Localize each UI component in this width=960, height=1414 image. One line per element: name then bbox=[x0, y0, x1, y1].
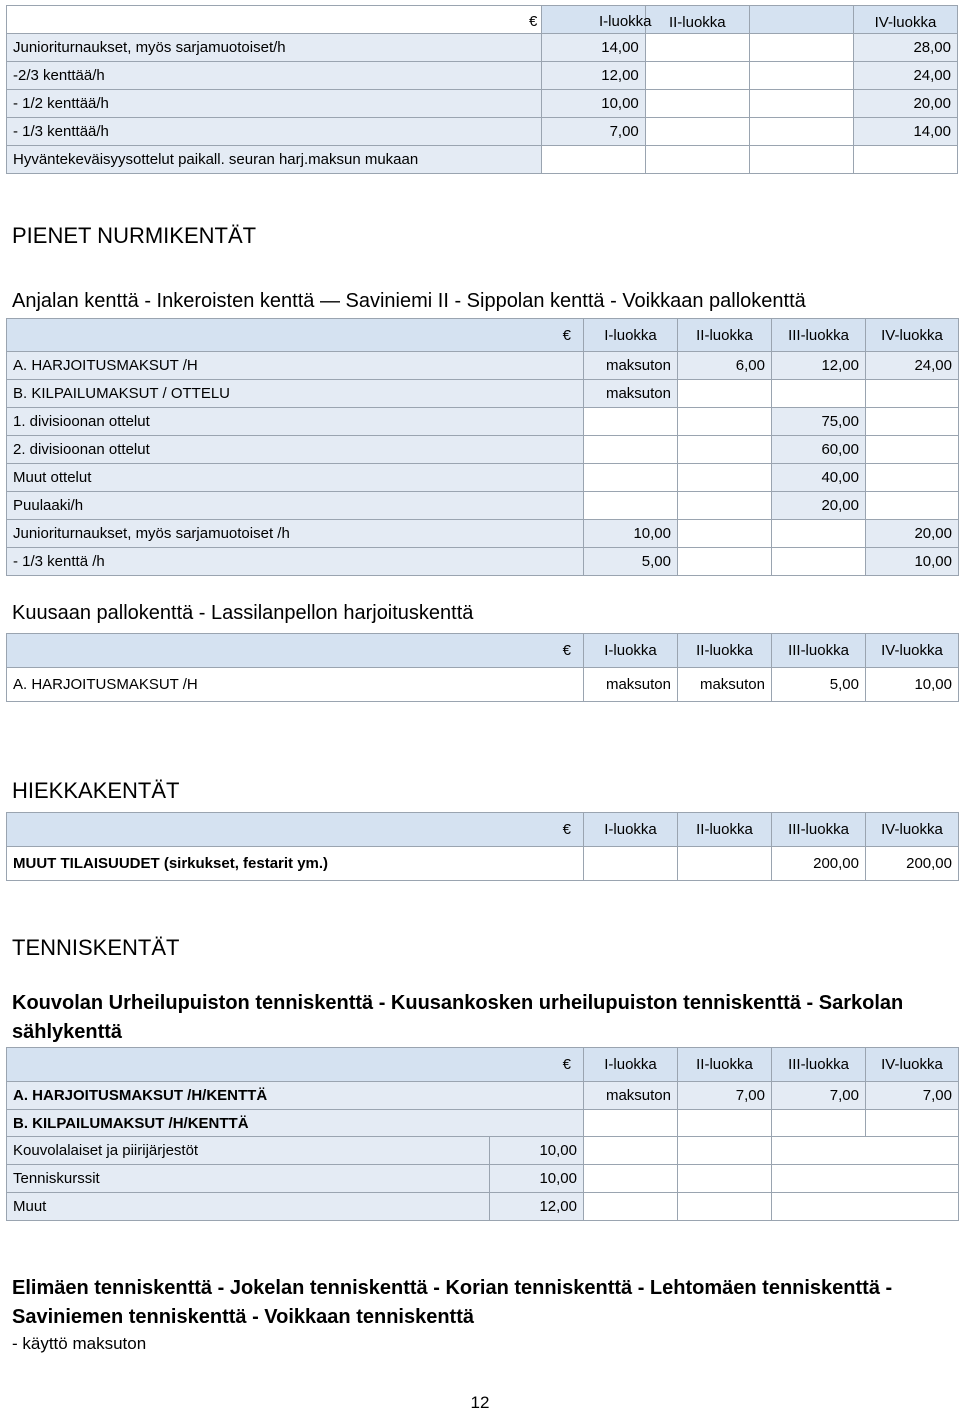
section-subheading-tennis-line2: sählykenttä bbox=[12, 1021, 123, 1043]
table-header-row bbox=[7, 319, 959, 353]
section-heading-pienet: PIENET NURMIKENTÄT bbox=[12, 223, 257, 248]
row-value-4: 20,00 bbox=[866, 520, 959, 548]
row-value-4 bbox=[866, 436, 959, 464]
header-currency: € bbox=[7, 1048, 584, 1082]
header-class-3: III-luokka bbox=[772, 319, 866, 353]
row-value-2: 7,00 bbox=[678, 1082, 772, 1110]
row-value-2: maksuton bbox=[678, 668, 772, 702]
row-label: - 1/3 kenttä /h bbox=[7, 548, 584, 576]
row-value-3 bbox=[678, 1193, 772, 1221]
header-class-2: II-luokka bbox=[678, 634, 772, 668]
footer-heading-line2: Saviniemen tenniskenttä - Voikkaan tenniskenttä bbox=[12, 1306, 474, 1328]
row-value-4: 10,00 bbox=[866, 668, 959, 702]
table-row bbox=[7, 380, 959, 408]
row-value-2 bbox=[678, 464, 772, 492]
row-value-3 bbox=[772, 548, 866, 576]
row-value-3 bbox=[772, 380, 866, 408]
row-value-3 bbox=[749, 118, 853, 146]
table-hiekka bbox=[6, 812, 959, 881]
row-value-4 bbox=[866, 492, 959, 520]
row-value-3 bbox=[749, 90, 853, 118]
row-value-4 bbox=[866, 380, 959, 408]
row-value-3: 5,00 bbox=[772, 668, 866, 702]
row-value-1: 5,00 bbox=[584, 548, 678, 576]
row-value-1 bbox=[584, 492, 678, 520]
header-class-4: IV-luokka bbox=[866, 634, 959, 668]
row-value-3: 40,00 bbox=[772, 464, 866, 492]
table-row bbox=[7, 847, 959, 881]
page-number: 12 bbox=[470, 1393, 490, 1412]
row-value-1 bbox=[584, 1110, 678, 1138]
row-value-3 bbox=[749, 146, 853, 174]
row-label: A. HARJOITUSMAKSUT /H bbox=[7, 668, 584, 702]
row-label: 1. divisioonan ottelut bbox=[7, 408, 584, 436]
row-value-3 bbox=[772, 1110, 866, 1138]
row-value-1: 10,00 bbox=[541, 90, 645, 118]
table-row bbox=[7, 118, 958, 146]
row-value-4: 20,00 bbox=[853, 90, 957, 118]
row-value-2 bbox=[678, 1110, 772, 1138]
header-class-1: I-luokka bbox=[584, 634, 678, 668]
row-value-3: 20,00 bbox=[772, 492, 866, 520]
table-pienet bbox=[6, 318, 959, 353]
row-value-4: 24,00 bbox=[866, 352, 959, 380]
row-label: - 1/3 kenttää/h bbox=[7, 118, 542, 146]
table-row bbox=[7, 62, 958, 90]
table-header-row bbox=[7, 1048, 959, 1082]
row-label: 2. divisioonan ottelut bbox=[7, 436, 584, 464]
footer-note: - käyttö maksuton bbox=[12, 1334, 147, 1353]
row-label: - 1/2 kenttää/h bbox=[7, 90, 542, 118]
row-value-2 bbox=[584, 1193, 678, 1221]
table-row bbox=[7, 146, 958, 174]
row-value-3 bbox=[749, 34, 853, 62]
row-value-4 bbox=[772, 1165, 959, 1193]
row-label: Muut bbox=[7, 1193, 490, 1221]
header-class-2: II-luokka bbox=[678, 1048, 772, 1082]
table-header-row bbox=[7, 813, 959, 847]
row-value-1: 10,00 bbox=[490, 1137, 584, 1165]
header-class-1: I-luokka bbox=[584, 813, 678, 847]
row-label: A. HARJOITUSMAKSUT /H bbox=[7, 352, 584, 380]
row-value-2 bbox=[678, 408, 772, 436]
table-row bbox=[7, 1137, 959, 1165]
row-label: Junioriturnaukset, myös sarjamuotoiset/h bbox=[7, 34, 542, 62]
header-class-3: III-luokka bbox=[772, 813, 866, 847]
row-value-4 bbox=[866, 1110, 959, 1138]
section-subheading-pienet: Anjalan kenttä - Inkeroisten kenttä — Saviniemi II - Sippolan kenttä - Voikkaan pallokenttä bbox=[12, 290, 806, 312]
table-row bbox=[7, 90, 958, 118]
table-row bbox=[7, 34, 958, 62]
row-value-2 bbox=[645, 62, 749, 90]
section-heading-hiekka: HIEKKAKENTÄT bbox=[12, 778, 180, 803]
row-value-2 bbox=[645, 146, 749, 174]
table-row bbox=[7, 352, 959, 380]
header-currency: € bbox=[7, 634, 584, 668]
table-row bbox=[7, 492, 959, 520]
row-label: B. KILPAILUMAKSUT / OTTELU bbox=[7, 380, 584, 408]
row-value-3: 200,00 bbox=[772, 847, 866, 881]
header-class-3: III-luokka bbox=[772, 634, 866, 668]
row-value-1: 10,00 bbox=[490, 1165, 584, 1193]
row-value-2 bbox=[645, 90, 749, 118]
row-value-1: maksuton bbox=[584, 352, 678, 380]
row-value-4 bbox=[866, 408, 959, 436]
row-value-2 bbox=[645, 34, 749, 62]
footer-heading-line1: Elimäen tenniskenttä - Jokelan tenniskenttä - Korian tenniskenttä - Lehtomäen tenniskenttä - bbox=[12, 1277, 893, 1299]
row-value-2 bbox=[678, 548, 772, 576]
row-label: MUUT TILAISUUDET (sirkukset, festarit ym.) bbox=[7, 847, 584, 881]
row-value-4: 28,00 bbox=[853, 34, 957, 62]
row-label: Tenniskurssit bbox=[7, 1165, 490, 1193]
table-row bbox=[7, 1082, 959, 1110]
row-value-4 bbox=[866, 464, 959, 492]
row-value-4: 24,00 bbox=[853, 62, 957, 90]
row-label: Junioriturnaukset, myös sarjamuotoiset /h bbox=[7, 520, 584, 548]
header-class-4: IV-luokka bbox=[866, 813, 959, 847]
row-value-1: maksuton bbox=[584, 668, 678, 702]
row-value-4 bbox=[853, 146, 957, 174]
row-label: B. KILPAILUMAKSUT /H/KENTTÄ bbox=[7, 1110, 584, 1138]
table-header-row bbox=[7, 634, 959, 668]
row-value-2 bbox=[678, 847, 772, 881]
header-class-3: III-luokka bbox=[772, 1048, 866, 1082]
section-subheading-kuusaa: Kuusaan pallokenttä - Lassilanpellon harjoituskenttä bbox=[12, 602, 474, 624]
row-value-3: 7,00 bbox=[772, 1082, 866, 1110]
row-value-2 bbox=[678, 492, 772, 520]
table-row bbox=[7, 436, 959, 464]
row-value-2 bbox=[678, 436, 772, 464]
row-value-1: 12,00 bbox=[541, 62, 645, 90]
table1-body bbox=[6, 33, 958, 174]
row-value-1: 10,00 bbox=[584, 520, 678, 548]
table-pienet-body bbox=[6, 351, 959, 576]
table-tennis bbox=[6, 1047, 959, 1138]
row-value-2 bbox=[584, 1165, 678, 1193]
header-class-2: II-luokka bbox=[678, 813, 772, 847]
header-currency: € bbox=[7, 813, 584, 847]
row-value-1: maksuton bbox=[584, 1082, 678, 1110]
row-value-3 bbox=[772, 520, 866, 548]
row-value-1 bbox=[584, 436, 678, 464]
header-class-2: II-luokka bbox=[645, 6, 749, 40]
row-value-1 bbox=[584, 847, 678, 881]
header-class-1: I-luokka bbox=[584, 319, 678, 353]
row-value-2 bbox=[584, 1137, 678, 1165]
header-class-4: IV-luokka bbox=[866, 319, 959, 353]
row-value-3: 75,00 bbox=[772, 408, 866, 436]
table-row bbox=[7, 464, 959, 492]
header-class-1: I-luokka bbox=[584, 1048, 678, 1082]
row-value-4 bbox=[772, 1137, 959, 1165]
row-label: -2/3 kenttää/h bbox=[7, 62, 542, 90]
header-class-4: IV-luokka bbox=[866, 1048, 959, 1082]
row-value-1 bbox=[584, 408, 678, 436]
row-value-4 bbox=[772, 1193, 959, 1221]
row-value-2: 6,00 bbox=[678, 352, 772, 380]
row-value-2 bbox=[678, 380, 772, 408]
row-value-1: maksuton bbox=[584, 380, 678, 408]
row-value-1: 14,00 bbox=[541, 34, 645, 62]
row-label: Puulaaki/h bbox=[7, 492, 584, 520]
row-label: Hyväntekeväisyysottelut paikall. seuran harj.maksun mukaan bbox=[7, 146, 542, 174]
row-label: Muut ottelut bbox=[7, 464, 584, 492]
table-row bbox=[7, 1193, 959, 1221]
row-value-1: 12,00 bbox=[490, 1193, 584, 1221]
table-row bbox=[7, 520, 959, 548]
row-value-1: 7,00 bbox=[541, 118, 645, 146]
row-value-1 bbox=[584, 464, 678, 492]
row-label: Kouvolalaiset ja piirijärjestöt bbox=[7, 1137, 490, 1165]
row-value-1 bbox=[541, 146, 645, 174]
row-value-3: 60,00 bbox=[772, 436, 866, 464]
table-row bbox=[7, 548, 959, 576]
header-class-2: II-luokka bbox=[678, 319, 772, 353]
section-subheading-tennis-line1: Kouvolan Urheilupuiston tenniskenttä - Kuusankosken urheilupuiston tenniskenttä - Sarkolan bbox=[12, 992, 904, 1014]
table-row bbox=[7, 668, 959, 702]
row-value-4: 10,00 bbox=[866, 548, 959, 576]
row-value-2 bbox=[645, 118, 749, 146]
table-tennis-sub bbox=[6, 1136, 959, 1221]
row-value-4: 7,00 bbox=[866, 1082, 959, 1110]
header-currency-symbol: € bbox=[529, 13, 538, 30]
header-class-4: IV-luokka bbox=[853, 6, 957, 40]
row-value-3 bbox=[678, 1165, 772, 1193]
table-row bbox=[7, 1110, 959, 1138]
table-row bbox=[7, 408, 959, 436]
section-heading-tennis: TENNISKENTÄT bbox=[12, 935, 180, 960]
table-row bbox=[7, 1165, 959, 1193]
header-currency: € bbox=[7, 319, 584, 353]
row-value-3 bbox=[678, 1137, 772, 1165]
header-class-1: I-luokka bbox=[599, 13, 652, 30]
row-value-4: 14,00 bbox=[853, 118, 957, 146]
row-label: A. HARJOITUSMAKSUT /H/KENTTÄ bbox=[7, 1082, 584, 1110]
row-value-3 bbox=[749, 62, 853, 90]
table-kuusaa bbox=[6, 633, 959, 702]
row-value-3: 12,00 bbox=[772, 352, 866, 380]
row-value-2 bbox=[678, 520, 772, 548]
row-value-4: 200,00 bbox=[866, 847, 959, 881]
